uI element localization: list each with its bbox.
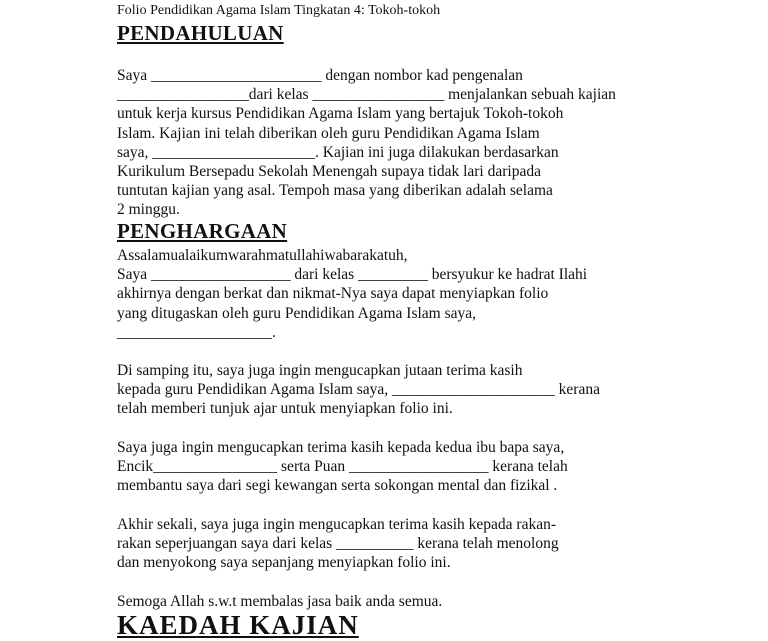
text-line: Encik________________ serta Puan __________________ kerana telah: [117, 458, 568, 476]
section-heading-penghargaan: PENGHARGAAN: [117, 219, 288, 243]
paragraph-penghargaan-5: [117, 592, 657, 611]
text-line: rakan seperjuangan saya dari kelas __________ kerana telah menolong: [117, 535, 559, 553]
text-line: 2 minggu.: [117, 201, 180, 219]
paragraph-penghargaan-3: [117, 438, 657, 496]
text-line: akhirnya dengan berkat dan nikmat-Nya saya dapat menyiapkan folio: [117, 285, 549, 303]
paragraph-penghargaan-2: [117, 361, 657, 419]
text-line: ____________________.: [117, 323, 276, 341]
text-line: Saya __________________ dari kelas _________ bersyukur ke hadrat Ilahi: [117, 266, 588, 284]
text-line: Semoga Allah s.w.t membalas jasa baik anda semua.: [117, 593, 443, 610]
text-line: dan menyokong saya sepanjang menyiapkan folio ini.: [117, 554, 451, 572]
text-line: Assalamualaikumwarahmatullahiwabarakatuh,: [117, 247, 408, 264]
text-line: kepada guru Pendidikan Agama Islam saya, _____________________ kerana: [117, 381, 600, 399]
text-line: yang ditugaskan oleh guru Pendidikan Agama Islam saya,: [117, 304, 477, 322]
text-line: Saya ______________________ dengan nombor kad pengenalan: [117, 67, 523, 84]
paragraph-pendahuluan: [117, 66, 657, 220]
paragraph-penghargaan-1: [117, 246, 657, 342]
text-line: tuntutan kajian yang asal. Tempoh masa yang diberikan adalah selama: [117, 182, 553, 200]
text-line: Islam. Kajian ini telah diberikan oleh guru Pendidikan Agama Islam: [117, 124, 540, 142]
text-line: Saya juga ingin mengucapkan terima kasih kepada kedua ibu bapa saya,: [117, 439, 565, 456]
text-line: Di samping itu, saya juga ingin mengucapkan jutaan terima kasih: [117, 362, 523, 379]
paragraph-penghargaan-4: [117, 515, 657, 573]
text-line: Akhir sekali, saya juga ingin mengucapkan terima kasih kepada rakan-: [117, 516, 557, 533]
section-heading-pendahuluan: PENDAHULUAN: [117, 21, 284, 45]
text-line: untuk kerja kursus Pendidikan Agama Islam yang bertajuk Tokoh-tokoh: [117, 105, 564, 123]
text-line: Kurikulum Bersepadu Sekolah Menengah supaya tidak lari daripada: [117, 163, 541, 181]
text-line: telah memberi tunjuk ajar untuk menyiapkan folio ini.: [117, 400, 453, 418]
running-header: Folio Pendidikan Agama Islam Tingkatan 4: Tokoh-tokoh: [117, 3, 441, 18]
text-line: saya, _____________________. Kajian ini juga dilakukan berdasarkan: [117, 143, 559, 161]
text-line: membantu saya dari segi kewangan serta sokongan mental dan fizikal .: [117, 477, 558, 495]
text-line: _________________dari kelas _________________ menjalankan sebuah kajian: [117, 86, 616, 104]
section-heading-kaedah-kajian: KAEDAH KAJIAN: [117, 610, 359, 640]
